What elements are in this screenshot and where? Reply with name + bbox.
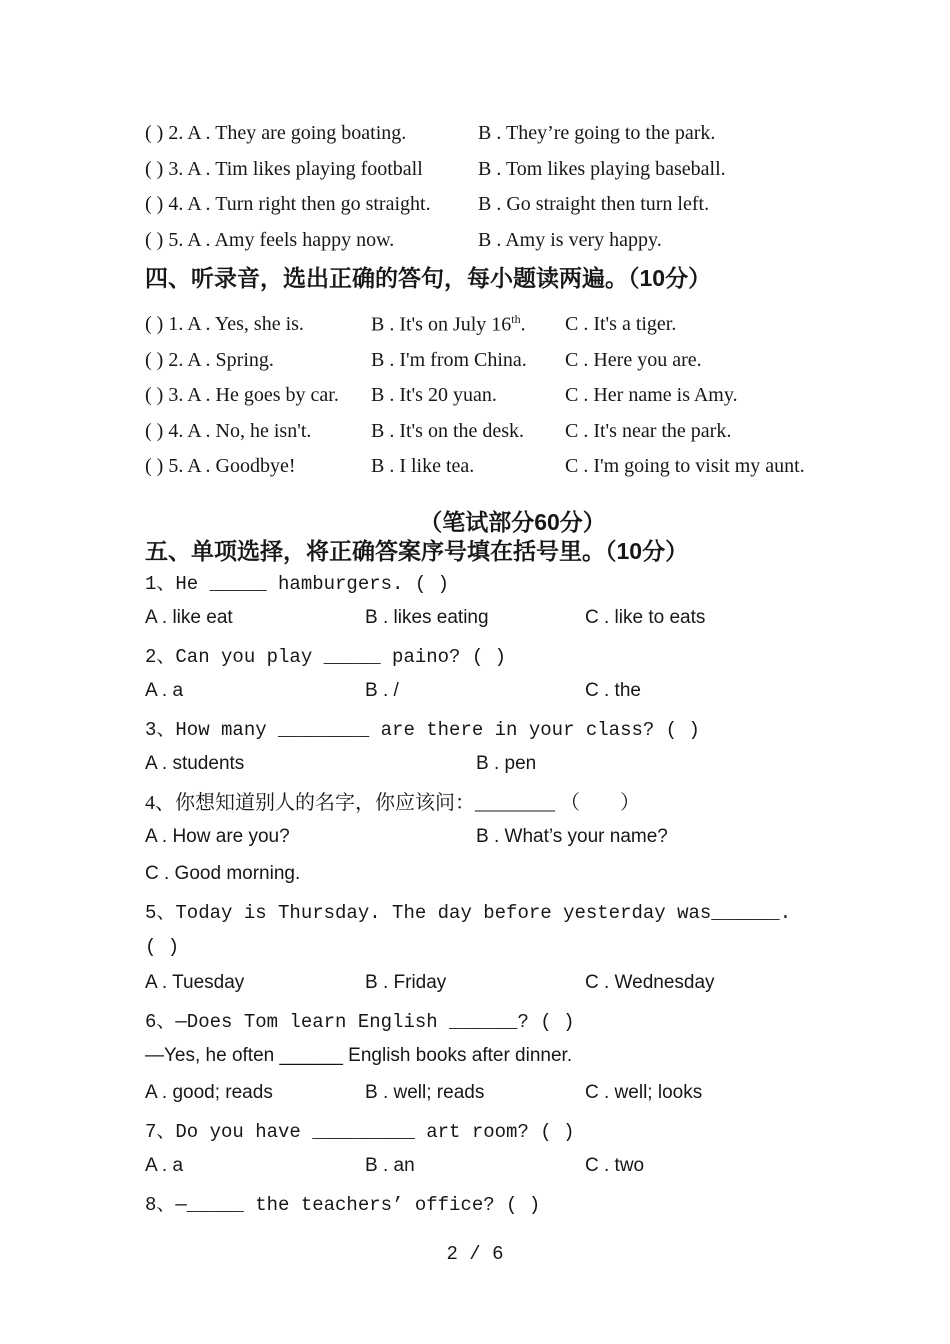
option-c: C . Good morning. (145, 862, 301, 884)
listening4-row (0, 307, 950, 343)
option-a: A . How are you? (145, 826, 290, 848)
stem-text: 1、He _____ hamburgers. ( ) (145, 573, 450, 596)
option-a: ( ) 3. A . He goes by car. (145, 384, 339, 407)
option-b: B . likes eating (365, 607, 489, 629)
listening3-row (0, 116, 950, 152)
listening-section-4 (0, 307, 950, 485)
option-c: C . well; looks (585, 1081, 703, 1103)
question-4-options (0, 819, 950, 856)
question-7-stem (0, 1111, 950, 1148)
option-a: ( ) 5. A . Goodbye! (145, 455, 296, 478)
question-2-options (0, 673, 950, 710)
stem-text: 6、—Does Tom learn English ______? ( ) (145, 1011, 575, 1034)
page-number: 2 / 6 (446, 1242, 504, 1265)
stem-text: 2、Can you play _____ paino? ( ) (145, 646, 507, 669)
option-b: B . It's on the desk. (371, 419, 525, 442)
option-a: A . students (145, 753, 245, 775)
question-4-stem (0, 783, 950, 820)
option-b: B . pen (476, 753, 537, 775)
stem-text: 5、Today is Thursday. The day before yesterday was______. (145, 901, 792, 924)
question-6-options (0, 1075, 950, 1112)
question-2-stem (0, 637, 950, 674)
question-7-options (0, 1148, 950, 1185)
option-c: C . like to eats (585, 607, 706, 629)
stem-text: 3、How many ________ are there in your class? ( ) (145, 719, 700, 742)
option-c: C . the (585, 680, 641, 702)
option-b: B . Amy is very happy. (478, 228, 662, 251)
option-b: B . / (365, 680, 399, 702)
option-a: A . like eat (145, 607, 233, 629)
option-b: B . an (365, 1154, 415, 1176)
section5-heading: 五、单项选择，将正确答案序号填在括号里。（10分） (145, 538, 689, 564)
listening4-row (0, 414, 950, 450)
written-part-header: （笔试部分60分） (419, 508, 606, 535)
option-a: A . good; reads (145, 1081, 273, 1103)
question-3-stem (0, 710, 950, 747)
option-a: ( ) 2. A . They are going boating. (145, 122, 407, 145)
question-1-stem (0, 564, 950, 601)
option-a: A . a (145, 680, 184, 702)
option-c: C . It's a tiger. (565, 313, 677, 336)
question-5-options (0, 965, 950, 1002)
option-b: B . What’s your name? (476, 826, 668, 848)
option-c: C . two (585, 1154, 645, 1176)
option-b: B . It's 20 yuan. (371, 384, 497, 407)
option-a: A . a (145, 1154, 184, 1176)
listening3-row (0, 223, 950, 259)
stem-text: 8、—_____ the teachers’ office? ( ) (145, 1193, 541, 1216)
listening4-row (0, 378, 950, 414)
option-b-period: . (520, 314, 526, 337)
question-1-options (0, 600, 950, 637)
option-a: ( ) 2. A . Spring. (145, 348, 274, 371)
question-5-stem (0, 892, 950, 929)
option-c: C . It's near the park. (565, 419, 732, 442)
question-3-options (0, 746, 950, 783)
option-c: C . Here you are. (565, 348, 702, 371)
option-a: ( ) 4. A . Turn right then go straight. (145, 193, 431, 216)
option-c: C . Wednesday (585, 972, 715, 994)
option-b-text: B . It's on July 16 (371, 314, 512, 337)
option-c: C . I'm going to visit my aunt. (565, 455, 805, 478)
option-b: B . Go straight then turn left. (478, 193, 710, 216)
option-c: C . Her name is Amy. (565, 384, 738, 407)
option-a: ( ) 1. A . Yes, she is. (145, 313, 304, 336)
option-b: B . They’re going to the park. (478, 122, 716, 145)
question-6-answer-line (0, 1038, 950, 1075)
question-5-paren-line (0, 929, 950, 966)
answer-text: —Yes, he often ______ English books after dinner. (145, 1045, 573, 1067)
option-a: ( ) 3. A . Tim likes playing football (145, 157, 423, 180)
listening4-row (0, 449, 950, 485)
option-a: A . Tuesday (145, 972, 245, 994)
option-b: B . I like tea. (371, 455, 475, 478)
section4-heading: 四、听录音，选出正确的答句，每小题读两遍。（10分） (145, 264, 712, 291)
listening3-row (0, 187, 950, 223)
option-a: ( ) 5. A . Amy feels happy now. (145, 228, 395, 251)
option-b: B . well; reads (365, 1081, 485, 1103)
stem-text: 4、你想知道别人的名字，你应该问：________ （ ） (145, 792, 640, 815)
option-b: B . Tom likes playing baseball. (478, 157, 726, 180)
answer-parentheses: ( ) (145, 935, 180, 958)
ordinal-superscript: th (511, 312, 521, 327)
option-b (371, 312, 565, 337)
listening3-row (0, 152, 950, 188)
question-4-option-c (0, 856, 950, 893)
option-b: B . Friday (365, 972, 447, 994)
option-a: ( ) 4. A . No, he isn't. (145, 419, 312, 442)
question-8-stem (0, 1184, 950, 1221)
listening-section-3 (0, 116, 950, 258)
question-6-stem (0, 1002, 950, 1039)
stem-text: 7、Do you have _________ art room? ( ) (145, 1120, 575, 1143)
listening4-row (0, 343, 950, 379)
option-b: B . I'm from China. (371, 348, 527, 371)
